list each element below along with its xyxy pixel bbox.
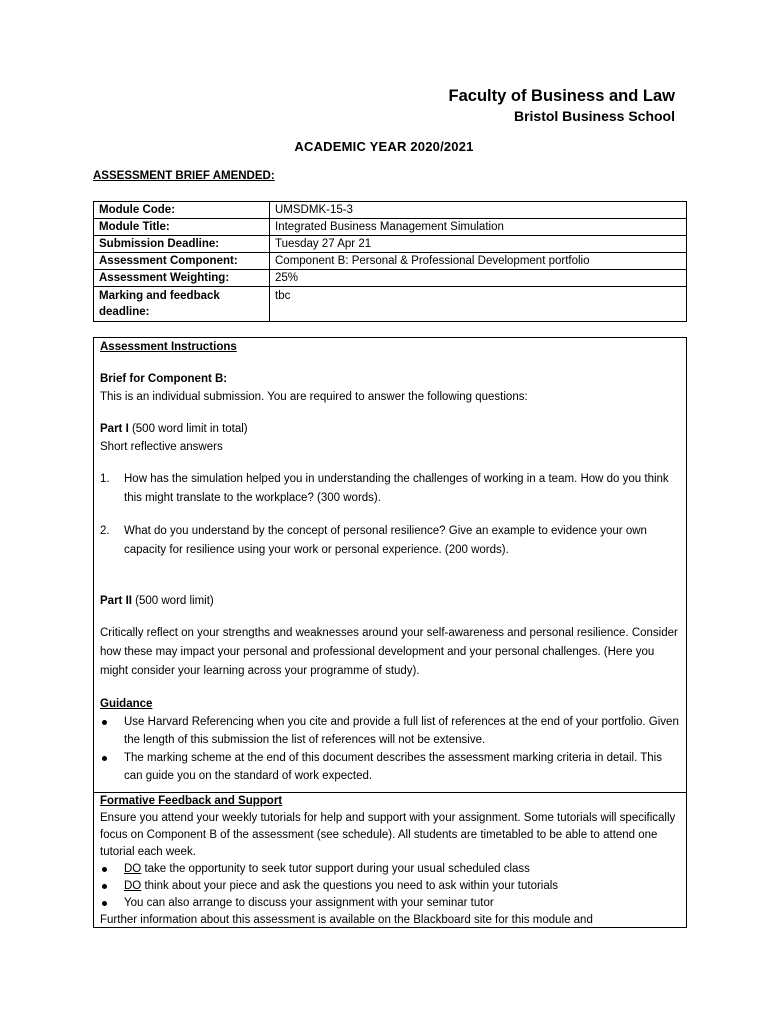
brief-heading: Brief for Component B: — [100, 373, 228, 385]
table-row — [94, 253, 687, 270]
row-label: Module Title: — [94, 219, 270, 236]
table-row — [94, 236, 687, 253]
guidance-heading: Guidance — [100, 698, 153, 710]
part2-limit: (500 word limit) — [131, 595, 214, 607]
feedback-item — [100, 895, 680, 912]
guidance-text: Use Harvard Referencing when you cite and provide a full list of references at the end of your portfolio. Given the length of this submission the list of references will not be extensive. — [124, 716, 679, 746]
table-row — [94, 219, 687, 236]
question-item — [100, 522, 680, 560]
question-text: What do you understand by the concept of personal resilience? Give an example to evidence your own capacity for resilience using your work or personal experience. (200 words). — [124, 525, 647, 556]
feedback-footer: Further information about this assessment is available on the Blackboard site for this module and — [100, 914, 593, 926]
row-label: Assessment Weighting: — [94, 270, 270, 287]
question-text: How has the simulation helped you in understanding the challenges of working in a team. How do you think this might translate to the workplace? (300 words). — [124, 473, 669, 504]
feedback-item-text: You can also arrange to discuss your assignment with your seminar tutor — [124, 897, 494, 909]
feedback-item-lead: DO — [124, 863, 142, 875]
feedback-item-text: think about your piece and ask the questions you need to ask within your tutorials — [141, 880, 559, 892]
feedback-item — [100, 861, 680, 878]
feedback-item — [100, 878, 680, 895]
table-row — [94, 270, 687, 287]
row-label: Submission Deadline: — [94, 236, 270, 253]
bullet-icon — [102, 901, 107, 906]
bullet-icon — [102, 720, 107, 725]
school-title: Bristol Business School — [513, 108, 675, 124]
row-value: UMSDMK-15-3 — [270, 202, 687, 219]
part2-text: Critically reflect on your strengths and weaknesses around your self-awareness and personal resilience. Consider how these may impact your personal and professional development and your personal challenges. (Here you might consider your learning across your programme of study). — [100, 627, 678, 677]
row-value: Tuesday 27 Apr 21 — [270, 236, 687, 253]
part1-limit: (500 word limit in total) — [128, 423, 248, 435]
feedback-item-text: take the opportunity to seek tutor support during your usual scheduled class — [141, 863, 530, 875]
bullet-icon — [102, 884, 107, 889]
table-row — [94, 202, 687, 219]
module-info-table — [93, 201, 687, 322]
part1-sub: Short reflective answers — [100, 441, 223, 453]
instructions-heading: Assessment Instructions — [100, 341, 237, 353]
guidance-item — [100, 749, 680, 785]
question-item — [100, 470, 680, 508]
row-value: tbc — [270, 287, 687, 322]
formative-feedback-box — [93, 792, 687, 928]
assessment-instructions-box — [93, 337, 687, 793]
part1-line — [100, 420, 680, 438]
feedback-item-lead: DO — [124, 880, 142, 892]
academic-year: ACADEMIC YEAR 2020/2021 — [294, 139, 474, 154]
intro-text: This is an individual submission. You are required to answer the following questions: — [100, 391, 528, 403]
bullet-icon — [102, 756, 107, 761]
row-value: Integrated Business Management Simulation — [270, 219, 687, 236]
part2-label: Part II — [100, 595, 132, 607]
part1-label: Part I — [100, 423, 129, 435]
question-number: 2. — [100, 525, 110, 537]
row-label: Assessment Component: — [94, 253, 270, 270]
row-value: Component B: Personal & Professional Development portfolio — [270, 253, 687, 270]
feedback-heading: Formative Feedback and Support — [100, 795, 283, 807]
guidance-item — [100, 713, 680, 749]
row-label: Marking and feedback deadline: — [94, 287, 270, 322]
bullet-icon — [102, 867, 107, 872]
feedback-text: Ensure you attend your weekly tutorials for help and support with your assignment. Some tutorials will specifically focus on Component B of the assessment (see schedule). All students are timetabled to be able to attend one tutorial each week. — [100, 812, 676, 858]
question-number: 1. — [100, 473, 110, 485]
guidance-text: The marking scheme at the end of this document describes the assessment marking criteria in detail. This can guide you on the standard of work expected. — [124, 752, 662, 782]
brief-title: ASSESSMENT BRIEF AMENDED: — [93, 170, 275, 182]
part2-line — [100, 592, 680, 610]
faculty-title: Faculty of Business and Law — [448, 87, 675, 105]
table-row — [94, 287, 687, 322]
row-label: Module Code: — [94, 202, 270, 219]
row-value: 25% — [270, 270, 687, 287]
